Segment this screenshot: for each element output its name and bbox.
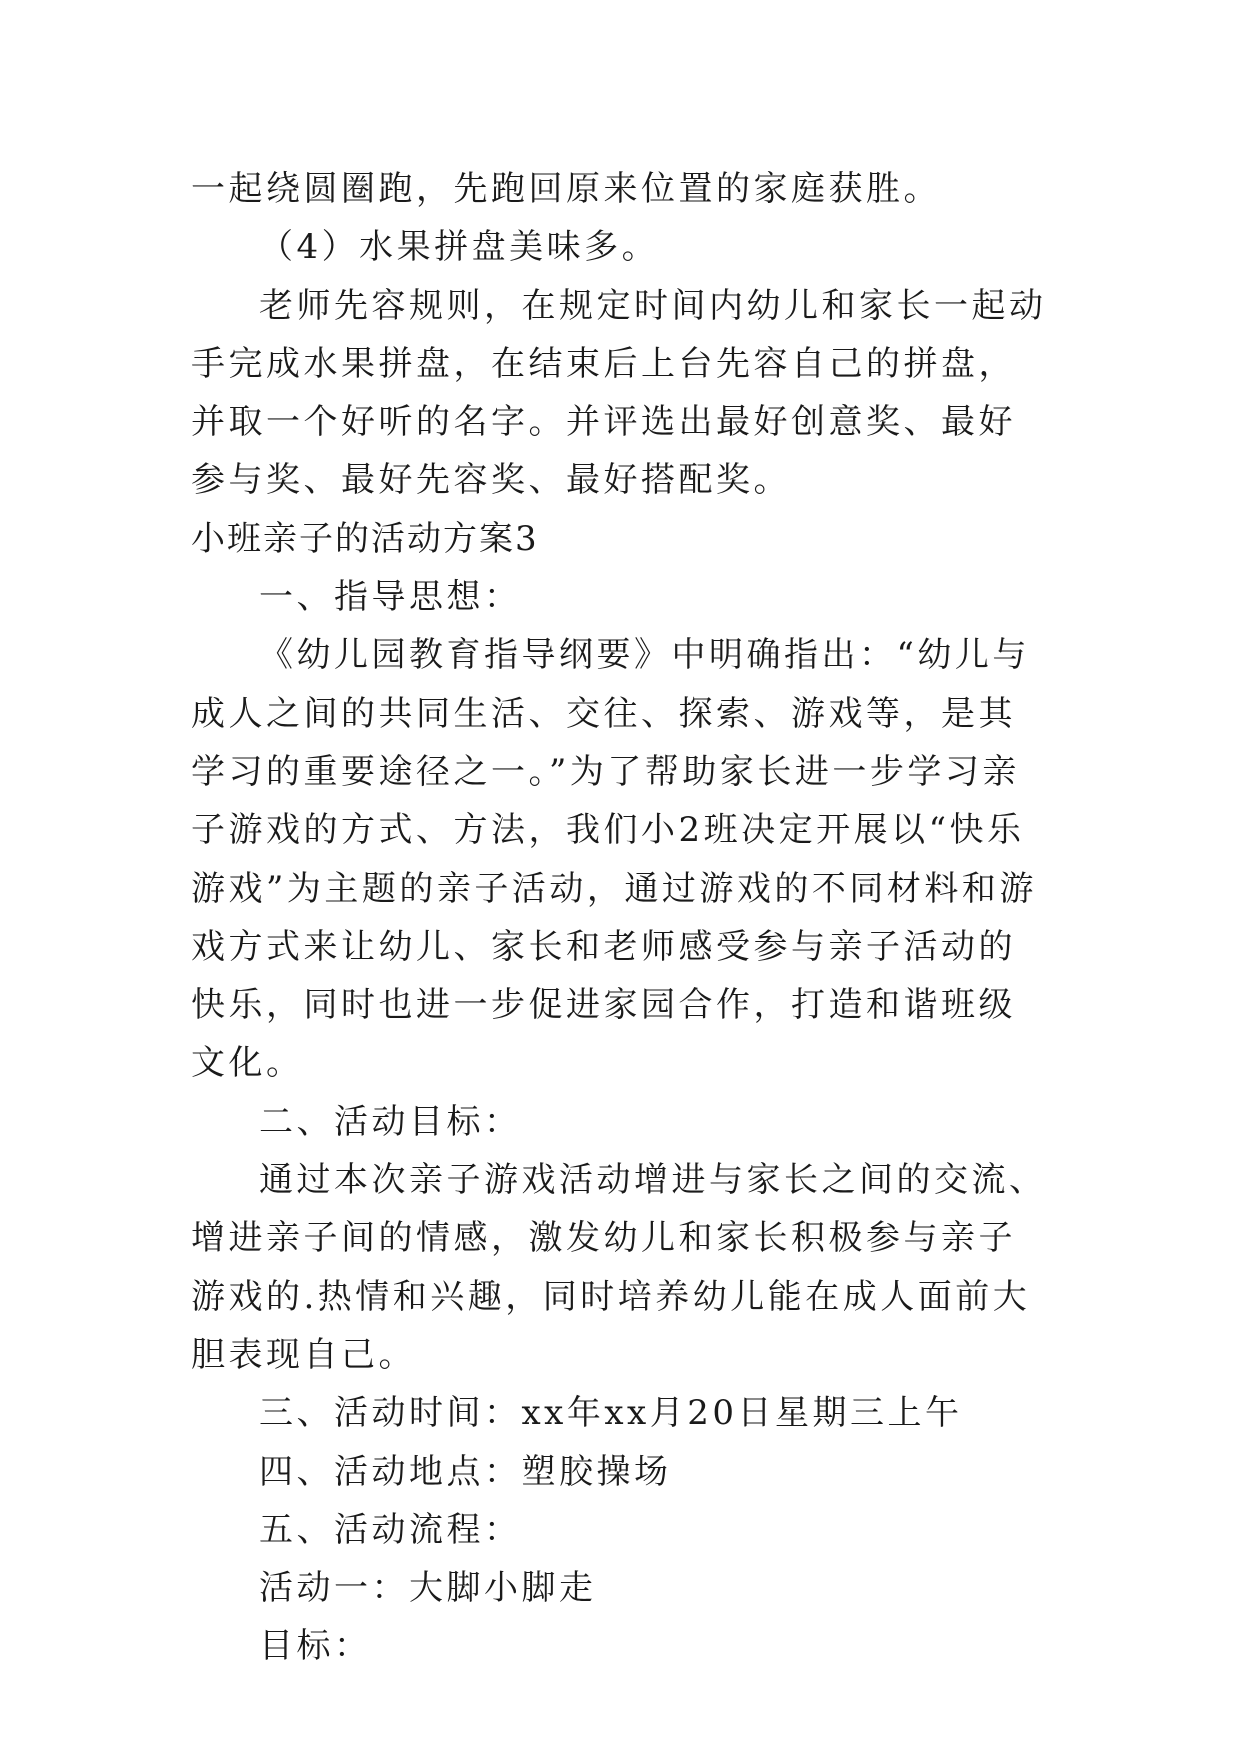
document-body	[191, 160, 1051, 1676]
paragraph-activity-goals: 通过本次亲子游戏活动增进与家长之间的交流、增进亲子间的情感，激发幼儿和家长积极参与亲子游戏的.热情和兴趣，同时培养幼儿能在成人面前大胆表现自己。	[191, 1160, 1047, 1375]
paragraph-fruit-platter-heading: （4）水果拼盘美味多。	[259, 227, 660, 268]
paragraph-race-result: 一起绕圆圈跑，先跑回原来位置的家庭获胜。	[191, 169, 941, 209]
paragraph-fruit-platter-rules: 老师先容规则，在规定时间内幼儿和家长一起动手完成水果拼盘，在结束后上台先容自己的拼盘，并取一个好听的名字。并评选出最好创意奖、最好参与奖、最好先容奖、最好搭配奖。	[191, 285, 1047, 501]
heading-activity-one: 活动一：大脚小脚走	[259, 1568, 597, 1609]
heading-activity-goals: 二、活动目标：	[259, 1101, 522, 1142]
heading-guiding-ideology: 一、指导思想：	[259, 577, 522, 618]
heading-activity-process: 五、活动流程：	[259, 1509, 522, 1550]
heading-goal: 目标：	[259, 1626, 372, 1667]
section-title: 小班亲子的活动方案3	[191, 518, 539, 559]
heading-activity-location: 四、活动地点：塑胶操场	[259, 1451, 672, 1492]
paragraph-guiding-ideology: 《幼儿园教育指导纲要》中明确指出：“幼儿与成人之间的共同生活、交往、探索、游戏等，是其学习的重要途径之一。”为了帮助家长进一步学习亲子游戏的方式、方法，我们小2班决定开展以“快乐游戏”为主题的亲子活动，通过游戏的不同材料和游戏方式来让幼儿、家长和老师感受参与亲子活动的快乐，同时也进一步促进家园合作，打造和谐班级文化。	[191, 635, 1037, 1084]
heading-activity-time: 三、活动时间：xx年xx月20日星期三上午	[259, 1393, 963, 1434]
